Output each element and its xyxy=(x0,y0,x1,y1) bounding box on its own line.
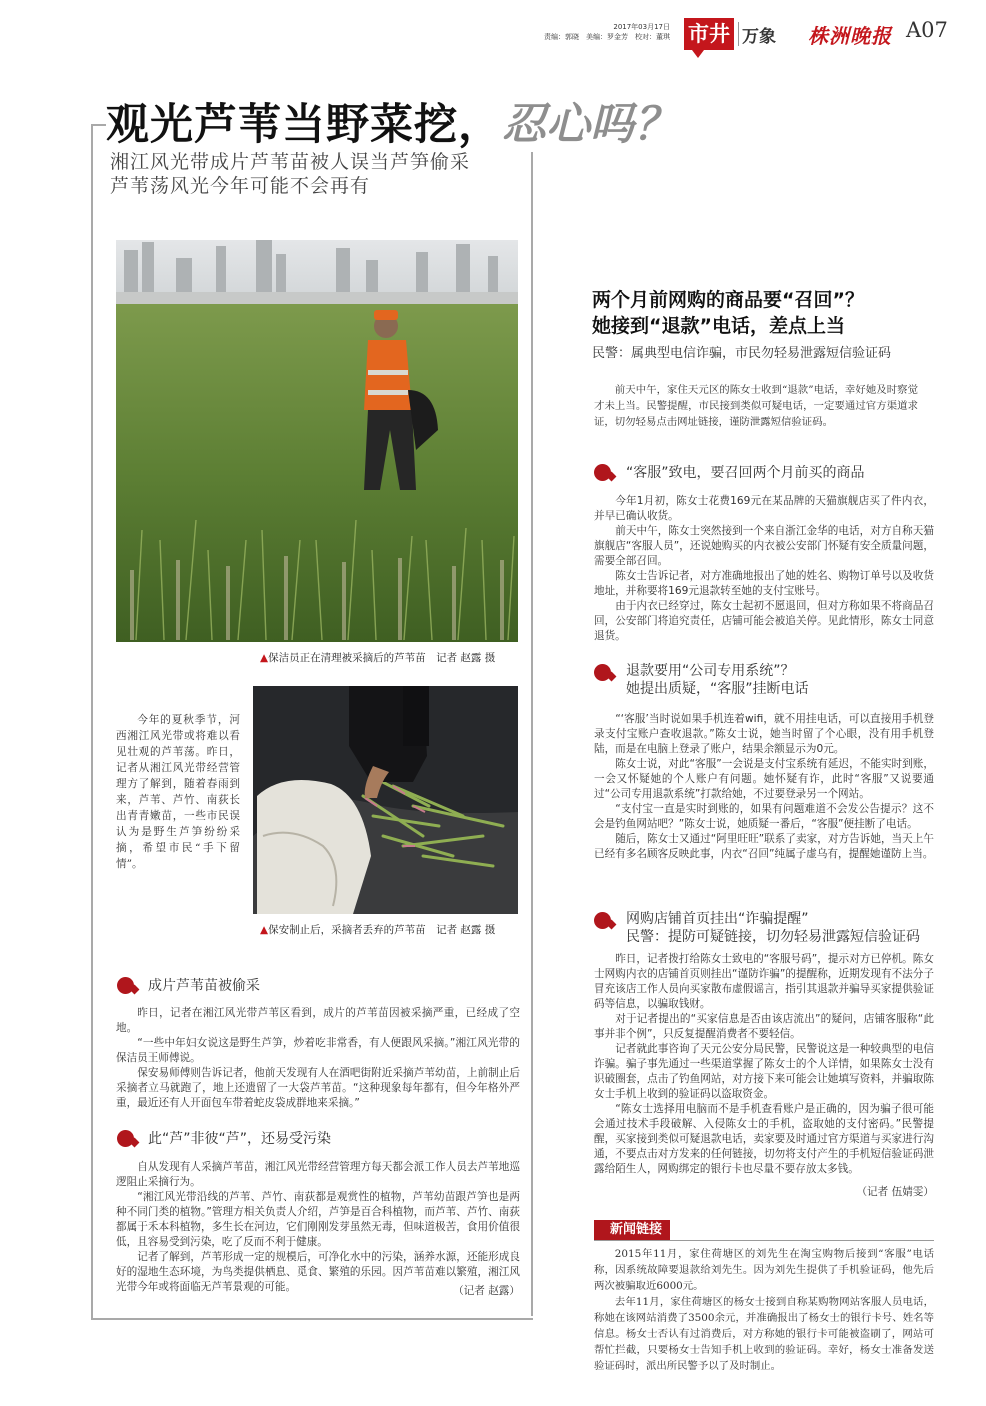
right-sub1-para: 由于内衣已经穿过，陈女士起初不愿退回，但对方称如果不将商品召回，公安部门将追究责任，店铺可能会被追关停。见此情形，陈女士同意退货。 xyxy=(594,600,934,642)
left-sub2-para: 自从发现有人采摘芦苇苗，湘江风光带经营管理方每天都会派工作人员去芦苇地巡逻阻止采摘行为。 xyxy=(116,1161,520,1188)
news-link-rule xyxy=(594,1240,934,1241)
right-sub3-para: 对于记者提出的“买家信息是否由该店流出”的疑问，店铺客服称“此事并非个例”，只反复提醒消费者不要轻信。 xyxy=(594,1013,934,1040)
left-story-author: （记者 赵露） xyxy=(453,1285,520,1297)
right-sub1-para: 今年1月初，陈女士花费169元在某品牌的天猫旗舰店买了件内衣，并早已确认收货。 xyxy=(594,495,934,522)
right-story-lead xyxy=(594,382,918,430)
section-bullet-icon xyxy=(594,664,611,681)
section-bullet-icon xyxy=(594,912,611,929)
right-sub2-para: 陈女士说，对此“客服”一会说是支付宝系统有延迟，不能实时到账，一会又怀疑她的个人账户有问题。她怀疑有诈，此时“客服”又说要通过“公司专用退款系统”打款给她，不过要登录另一个网站。 xyxy=(594,758,934,800)
section-bullet-icon xyxy=(594,464,611,481)
section-tab xyxy=(684,18,734,58)
right-story-headline-1: 两个月前网购的商品要“召回”？ xyxy=(592,289,864,311)
left-sub2-title: 此“芦”非彼“芦”，还易受污染 xyxy=(148,1131,332,1147)
masthead-editors: 责编：郭晓 美编：罗金芳 校对：董琪 xyxy=(544,33,670,41)
left-story-lead-text: 今年的夏秋季节，河西湘江风光带或将难以看见壮观的芦苇荡。昨日，记者从湘江风光带经营管理方了解到，随着春雨到来，芦苇、芦竹、南荻长出青青嫩苗，一些市民误认为是野生芦笋纷纷采摘，希望市民“手下留情”。 xyxy=(116,714,240,870)
caption-triangle-icon: ▲ xyxy=(260,652,269,664)
masthead-divider xyxy=(738,22,739,46)
section-name: 万象 xyxy=(742,27,776,47)
section-tab-pointer xyxy=(692,50,704,58)
right-sub1-para: 陈女士告诉记者，对方准确地报出了她的姓名、购物订单号以及收货地址，并称要将169元退款转至她的支付宝账号。 xyxy=(594,570,934,597)
photo-cleaner-worker-image xyxy=(116,240,518,642)
photo-discarded-sprouts xyxy=(253,686,518,914)
right-sub3-para: 记者就此事咨询了天元公安分局民警，民警说这是一种较典型的电信诈骗。骗子事先通过一些渠道掌握了陈女士的个人详情，如果陈女士没有识破圈套，点击了钓鱼网站，对方接下来可能会让她填写资料，并骗取陈女士手机上收到的验证码以盗取资金。 xyxy=(594,1043,934,1100)
photo2-caption xyxy=(260,922,495,937)
right-story-author: （记者 伍婧雯） xyxy=(856,1186,934,1198)
headline-accent: 忍心吗？ xyxy=(502,99,678,150)
news-link-body xyxy=(594,1246,934,1374)
paper-logo: 株洲晚报 xyxy=(808,24,892,48)
photo2-caption-text: 保安制止后，采摘者丢弃的芦苇苗 记者 赵露 摄 xyxy=(268,924,496,936)
left-sub1-body xyxy=(116,1006,520,1111)
right-sub1-para: 前天中午，陈女士突然接到一个来自浙江金华的电话，对方自称天猫旗舰店“客服人员”，还说她购买的内衣被公安部门怀疑有安全质量问题，需要全部召回。 xyxy=(594,525,934,567)
news-link-para: 去年11月，家住荷塘区的杨女士接到自称某购物网站客服人员电话，称她在该网站消费了3500余元，并准确报出了杨女士的银行卡号、姓名等信息。杨女士否认有过消费后，对方称她的银行卡可能被盗刷了，网站可帮忙拦截，只要杨女士告知手机上收到的验证码。幸好，杨女士准备发送验证码时，派出所民警予以了及时制止。 xyxy=(594,1296,934,1372)
left-story-lead xyxy=(116,712,240,872)
right-sub2-body xyxy=(594,712,934,862)
left-sub1-title: 成片芦苇苗被偷采 xyxy=(148,978,260,994)
left-story-subhead-1: 湘江风光带成片芦苇苗被人误当芦笋偷采 xyxy=(110,151,471,173)
section-bullet-icon xyxy=(117,1130,134,1147)
right-sub1-body xyxy=(594,494,934,644)
left-sub2-body xyxy=(116,1160,520,1295)
photo1-caption-text: 保洁员正在清理被采摘后的芦苇苗 记者 赵露 摄 xyxy=(268,652,496,664)
news-link-para: 2015年11月，家住荷塘区的刘先生在淘宝购物后接到“客服”电话称，因系统故障要退款给刘先生。因为刘先生提供了手机验证码，他先后两次被骗取近6000元。 xyxy=(594,1248,934,1292)
right-sub3-title-2: 民警：提防可疑链接，切勿轻易泄露短信验证码 xyxy=(626,929,920,945)
right-sub1-title: “客服”致电，要召回两个月前买的商品 xyxy=(626,465,865,481)
news-link-label: 新闻链接 xyxy=(594,1220,670,1240)
right-story-deck: 民警：属典型电信诈骗，市民勿轻易泄露短信验证码 xyxy=(592,346,892,361)
right-sub2-para: “支付宝一直是实时到账的，如果有问题难道不会发公告提示？这不会是钓鱼网站吧？”陈女士说，她质疑一番后，“客服”便挂断了电话。 xyxy=(594,803,934,830)
left-sub1-para: “一些中年妇女说这是野生芦笋，炒着吃非常香，有人便跟风采摘。”湘江风光带的保洁员王师傅说。 xyxy=(116,1037,520,1064)
right-sub2-para: 随后，陈女士又通过“阿里旺旺”联系了卖家，对方告诉她，当天上午已经有多名顾客反映此事，内衣“召回”纯属子虚乌有，提醒她谨防上当。 xyxy=(594,833,934,860)
photo-discarded-sprouts-image xyxy=(253,686,518,914)
left-story-headline xyxy=(106,88,686,152)
right-sub3-para: “陈女士选择用电脑而不是手机查看账户是正确的，因为骗子很可能会通过技术手段破解、入侵陈女士的手机，盗取她的支付密码。”民警提醒，买家接到类似可疑退款电话，卖家要及时通过官方渠道与买家进行沟通，不要点击对方发来的任何链接，切勿将支付产生的手机短信验证码泄露给陌生人，网购绑定的银行卡也尽量不要存放太多钱。 xyxy=(594,1103,934,1175)
right-story-lead-text: 前天中午，家住天元区的陈女士收到“退款”电话，幸好她及时察觉才未上当。民警提醒，市民接到类似可疑电话，一定要通过官方渠道求证，切勿轻易点击网址链接，谨防泄露短信验证码。 xyxy=(594,384,918,428)
right-sub3-body xyxy=(594,952,934,1177)
caption-triangle-icon: ▲ xyxy=(260,924,269,936)
headline-main: 观光芦苇当野菜挖， xyxy=(106,100,502,150)
left-sub2-para: 记者了解到，芦苇形成一定的规模后，可净化水中的污染，涵养水源，还能形成良好的湿地生态环境，为鸟类提供栖息、觅食、繁殖的乐园。因芦苇苗难以繁殖，湘江风光带今年或将面临无芦苇景观的可能。 xyxy=(116,1251,520,1293)
photo1-caption xyxy=(260,650,495,665)
left-story-subhead-2: 芦苇荡风光今年可能不会再有 xyxy=(110,175,371,197)
right-sub3-title-1: 网购店铺首页挂出“诈骗提醒” xyxy=(626,911,809,927)
right-sub2-para: “‘客服’当时说如果手机连着wifi，就不用挂电话，可以直接用手机登录支付宝账户查收退款。”陈女士说，她当时留了个心眼，没有用手机登陆，而是在电脑上登录了账户，结果余额显示为0元。 xyxy=(594,713,934,755)
photo-cleaner-worker xyxy=(116,240,518,642)
right-sub2-title-1: 退款要用“公司专用系统”？ xyxy=(626,663,795,679)
right-sub2-title-2: 她提出质疑，“客服”挂断电话 xyxy=(626,681,809,697)
left-sub1-para: 保安易师傅则告诉记者，他前天发现有人在酒吧街附近采摘芦苇幼苗，上前制止后采摘者立马就跑了，地上还遗留了一大袋芦苇苗。“这种现象每年都有，但今年格外严重，最近还有人开面包车带着蛇皮袋成群地来采摘。” xyxy=(116,1067,520,1109)
page-number: A07 xyxy=(906,18,948,42)
right-sub3-para: 昨日，记者拨打给陈女士致电的“客服号码”，提示对方已停机。陈女士网购内衣的店铺首页则挂出“谨防诈骗”的提醒称，近期发现有不法分子冒充该店工作人员向买家散布虚假谣言，指引其退款并骗导买家提供验证码等信息，以骗取钱财。 xyxy=(594,953,934,1010)
left-story-frame-right xyxy=(531,124,533,1316)
section-bullet-icon xyxy=(117,977,134,994)
left-sub1-para: 昨日，记者在湘江风光带芦苇区看到，成片的芦苇苗因被采摘严重，已经成了空地。 xyxy=(116,1007,520,1034)
right-story-headline-2: 她接到“退款”电话，差点上当 xyxy=(592,315,845,337)
left-sub2-para: “湘江风光带沿线的芦苇、芦竹、南荻都是观赏性的植物，芦苇幼苗跟芦笋也是两种不同门类的植物。”管理方相关负责人介绍，芦笋是百合科植物，而芦苇、芦竹、南荻都属于禾本科植物，多生长在河边，它们刚刚发芽虽然无毒，但味道极苦，食用价值很低，且容易受到污染，吃了反而不利于健康。 xyxy=(116,1191,520,1248)
masthead-date: 2017年03月17日 xyxy=(613,23,670,31)
section-tab-label: 市井 xyxy=(684,18,734,50)
